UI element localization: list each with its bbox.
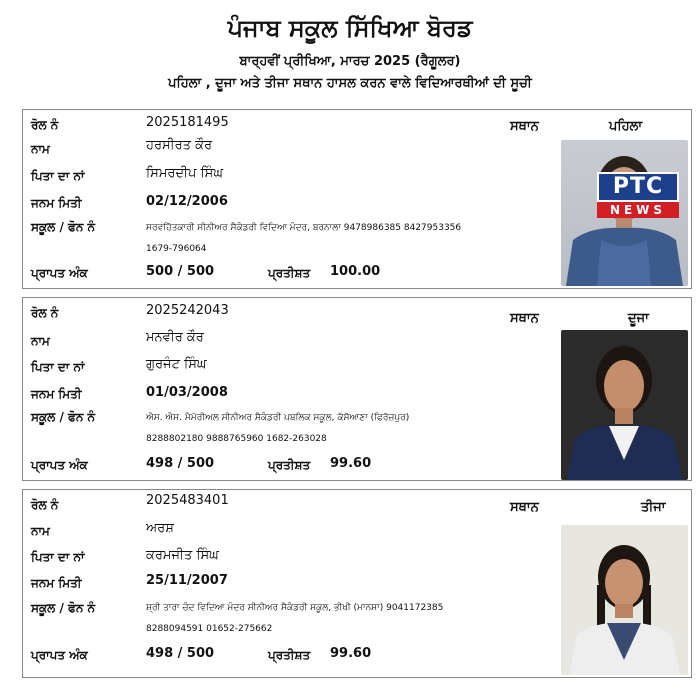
dob-label: ਜਨਮ ਮਿਤੀ xyxy=(31,196,82,210)
student-card-second xyxy=(22,297,692,481)
father-value: ਕਰਮਜੀਤ ਸਿੰਘ xyxy=(146,548,219,563)
name-label: ਨਾਮ xyxy=(31,142,50,156)
percent-value: 99.60 xyxy=(330,646,372,661)
marks-value: 498 / 500 xyxy=(146,646,215,661)
marks-label: ਪ੍ਰਾਪਤ ਅੰਕ xyxy=(31,458,88,472)
student-card-third xyxy=(22,489,692,678)
name-value: ਅਰਸ਼ xyxy=(146,521,174,536)
student-card-first xyxy=(22,109,692,289)
roll-value: 2025242043 xyxy=(146,303,229,318)
dob-value: 25/11/2007 xyxy=(146,573,228,588)
roll-label: ਰੋਲ ਨੰ xyxy=(31,118,59,132)
roll-label: ਰੋਲ ਨੰ xyxy=(31,498,59,512)
school-value-line2: 1679-796064 xyxy=(146,244,207,254)
logo-news: NEWS xyxy=(597,202,679,218)
name-label: ਨਾਮ xyxy=(31,524,50,538)
rank-label: ਸਥਾਨ xyxy=(510,500,539,515)
percent-value: 99.60 xyxy=(330,456,372,471)
percent-value: 100.00 xyxy=(330,264,381,279)
percent-label: ਪ੍ਰਤੀਸ਼ਤ xyxy=(268,648,311,662)
dob-label: ਜਨਮ ਮਿਤੀ xyxy=(31,387,82,401)
school-label: ਸਕੂਲ / ਫੋਨ ਨੰ xyxy=(31,410,96,424)
marks-value: 500 / 500 xyxy=(146,264,215,279)
school-value-line1: ਸਰਵਹਿੱਤਕਾਰੀ ਸੀਨੀਅਰ ਸੈਕੰਡਰੀ ਵਿਦਿਆ ਮੰਦਰ, ਬਰਨਾਲਾ 9478986385 8427953356 xyxy=(146,223,462,233)
marks-label: ਪ੍ਰਾਪਤ ਅੰਕ xyxy=(31,266,88,280)
student-photo xyxy=(561,140,688,286)
dob-value: 01/03/2008 xyxy=(146,385,228,400)
school-value-line2: 8288802180 9888765960 1682-263028 xyxy=(146,434,327,444)
father-label: ਪਿਤਾ ਦਾ ਨਾਂ xyxy=(31,550,85,564)
rank-label: ਸਥਾਨ xyxy=(510,311,539,326)
board-title: ਪੰਜਾਬ ਸਕੂਲ ਸਿੱਖਿਆ ਬੋਰਡ xyxy=(227,14,473,42)
dob-value: 02/12/2006 xyxy=(146,194,228,209)
rank-value: ਪਹਿਲਾ xyxy=(609,119,643,134)
rank-value: ਤੀਜਾ xyxy=(641,500,666,515)
marks-value: 498 / 500 xyxy=(146,456,215,471)
school-value-line2: 8288094591 01652-275662 xyxy=(146,624,273,634)
ptc-news-logo xyxy=(597,172,679,218)
student-photo xyxy=(561,330,688,480)
exam-subtitle: ਬਾਰ੍ਹਵੀਂ ਪ੍ਰੀਖਿਆ, ਮਾਰਚ 2025 (ਰੈਗੂਲਰ) xyxy=(239,54,461,69)
percent-label: ਪ੍ਰਤੀਸ਼ਤ xyxy=(268,266,311,280)
percent-label: ਪ੍ਰਤੀਸ਼ਤ xyxy=(268,458,311,472)
logo-ptc: PTC xyxy=(597,172,679,202)
roll-value: 2025181495 xyxy=(146,115,229,130)
father-label: ਪਿਤਾ ਦਾ ਨਾਂ xyxy=(31,360,85,374)
rank-label: ਸਥਾਨ xyxy=(510,119,539,134)
roll-label: ਰੋਲ ਨੰ xyxy=(31,306,59,320)
father-label: ਪਿਤਾ ਦਾ ਨਾਂ xyxy=(31,169,85,183)
father-value: ਗੁਰਜੰਟ ਸਿੰਘ xyxy=(146,357,207,372)
school-value-line1: ਸ਼੍ਰੀ ਤਾਰਾ ਚੰਦ ਵਿਦਿਆ ਮੰਦਰ ਸੀਨੀਅਰ ਸੈਕੰਡਰੀ ਸਕੂਲ, ਭੀਖੀ (ਮਾਨਸਾ) 9041172385 xyxy=(146,603,444,613)
rank-value: ਦੂਜਾ xyxy=(628,311,649,326)
name-value: ਮਨਵੀਰ ਕੌਰ xyxy=(146,330,204,345)
name-label: ਨਾਮ xyxy=(31,334,50,348)
father-value: ਸਿਮਰਦੀਪ ਸਿੰਘ xyxy=(146,166,224,181)
marks-label: ਪ੍ਰਾਪਤ ਅੰਕ xyxy=(31,648,88,662)
school-value-line1: ਐਸ. ਐਸ. ਮੈਮੋਰੀਅਲ ਸੀਨੀਅਰ ਸੈਕੰਡਰੀ ਪਬਲਿਕ ਸਕੂਲ, ਕੱਸੋਆਣਾ (ਫਿਰੋਜ਼ਪੁਰ) xyxy=(146,413,410,423)
student-photo xyxy=(561,525,688,675)
roll-value: 2025483401 xyxy=(146,493,229,508)
school-label: ਸਕੂਲ / ਫੋਨ ਨੰ xyxy=(31,220,96,234)
dob-label: ਜਨਮ ਮਿਤੀ xyxy=(31,576,82,590)
list-description: ਪਹਿਲਾ , ਦੂਜਾ ਅਤੇ ਤੀਜਾ ਸਥਾਨ ਹਾਸਲ ਕਰਨ ਵਾਲੇ ਵਿਦਿਆਰਥੀਆਂ ਦੀ ਸੂਚੀ xyxy=(168,76,532,91)
name-value: ਹਰਸੀਰਤ ਕੌਰ xyxy=(146,138,213,153)
school-label: ਸਕੂਲ / ਫੋਨ ਨੰ xyxy=(31,601,96,615)
